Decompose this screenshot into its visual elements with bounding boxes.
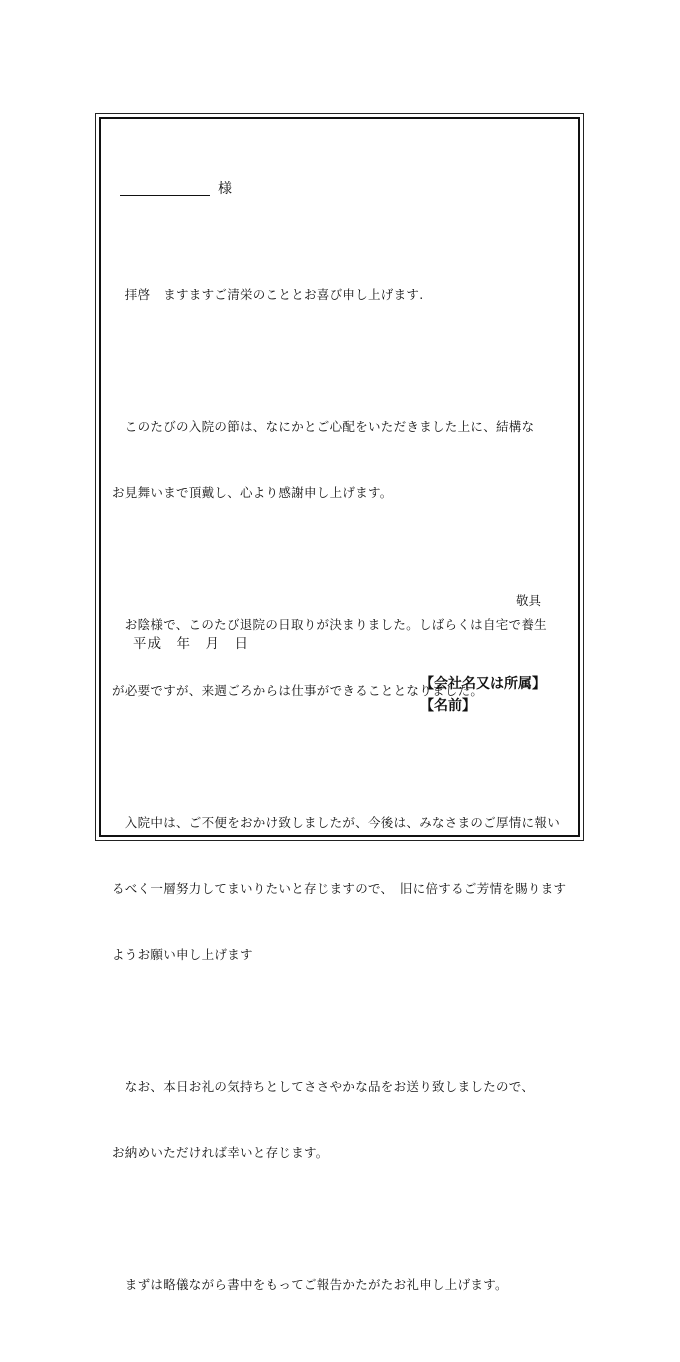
text-line: なお、本日お礼の気持ちとしてささやかな品をお送り致しましたので、 xyxy=(112,1079,535,1094)
text-line: このたびの入院の節は、なにかとご心配をいただきました上に、結構な xyxy=(112,419,535,434)
date-line: 平成 年 月 日 xyxy=(133,636,249,652)
sender-name: 【名前】 xyxy=(420,698,476,714)
sender-company: 【会社名又は所属】 xyxy=(420,676,546,692)
text-line: ようお願い申し上げます xyxy=(112,947,253,962)
closing-word: 敬具 xyxy=(515,593,541,608)
text-line: 拝啓 ますますご清栄のこととお喜び申し上げます. xyxy=(112,287,424,302)
text-line: 入院中は、ご不便をおかけ致しましたが、今後は、みなさまのご厚情に報い xyxy=(112,815,561,830)
letter-body xyxy=(112,240,567,1362)
addressee xyxy=(120,178,232,200)
text-line: お見舞いまで頂戴し、心より感謝申し上げます。 xyxy=(112,485,393,500)
paragraph-apology xyxy=(112,768,567,1010)
paragraph-discharge xyxy=(112,570,567,746)
paragraph-thanks xyxy=(112,372,567,548)
text-line: お陰様で、このたび退院の日取りが決まりました。しばらくは自宅で養生 xyxy=(112,617,547,632)
text-line: まずは略儀ながら書中をもってご報告かたがたお礼申し上げます。 xyxy=(112,1277,508,1292)
addressee-honorific: 様 xyxy=(218,181,232,197)
addressee-blank-line xyxy=(120,195,210,196)
text-line: お納めいただければ幸いと存じます。 xyxy=(112,1145,329,1160)
text-line: るべく一層努力してまいりたいと存じますので、 旧に倍するご芳情を賜ります xyxy=(112,881,567,896)
paragraph-greeting xyxy=(112,240,567,350)
paragraph-conclusion xyxy=(112,1230,567,1340)
sender-block xyxy=(420,673,546,717)
text-line: が必要ですが、来週ごろからは仕事ができることとなりました。 xyxy=(112,683,484,698)
paragraph-gift xyxy=(112,1032,567,1208)
